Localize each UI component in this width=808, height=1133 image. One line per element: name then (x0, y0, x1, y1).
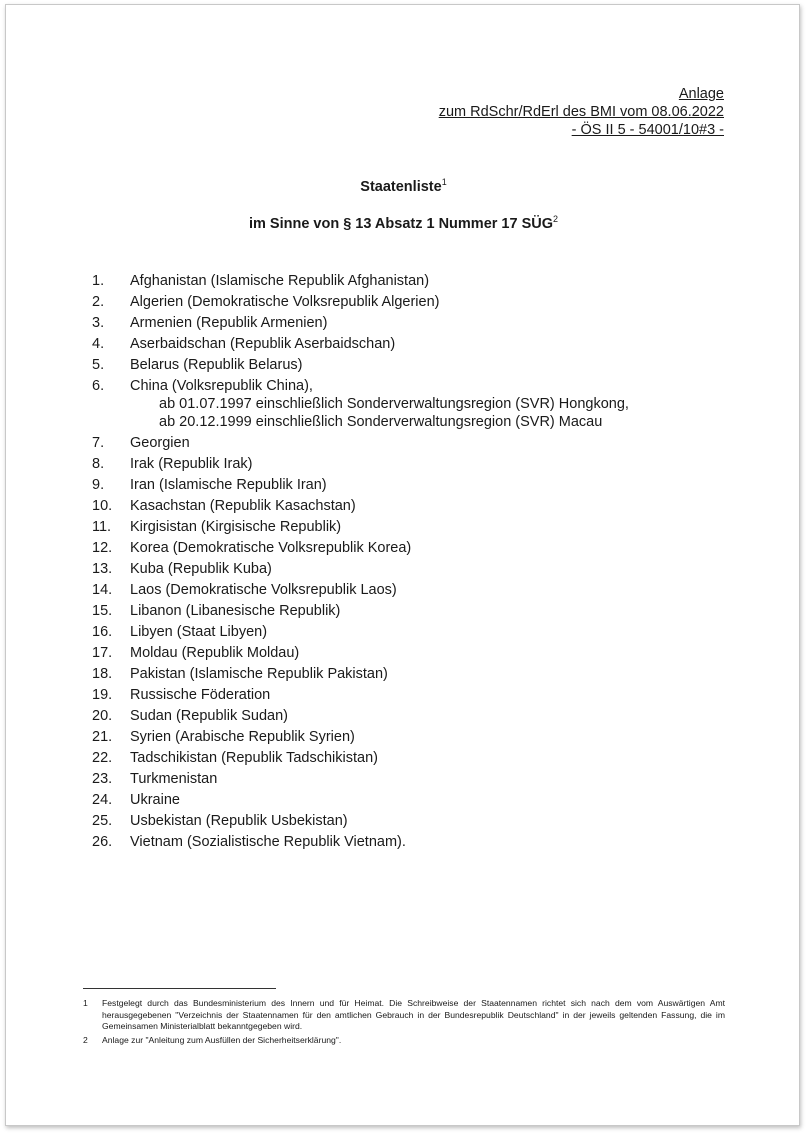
list-item-number: 23. (92, 771, 113, 787)
list-item (92, 664, 629, 685)
list-item-subline: ab 01.07.1997 einschließlich Sonderverwaltungsregion (SVR) Hongkong, (159, 396, 629, 412)
list-item-number: 9. (92, 477, 105, 493)
list-item (92, 580, 629, 601)
list-item-number: 8. (92, 456, 105, 472)
list-item-number: 5. (92, 357, 105, 373)
list-item (92, 706, 629, 727)
reference-circular: zum RdSchr/RdErl des BMI vom 08.06.2022 (438, 104, 724, 120)
list-item (92, 313, 629, 334)
list-item (92, 376, 629, 397)
list-item-text: Pakistan (Islamische Republik Pakistan) (130, 666, 388, 682)
list-item (92, 748, 629, 769)
list-item-text: Algerien (Demokratische Volksrepublik Algerien) (130, 294, 440, 310)
list-item-number: 1. (92, 273, 105, 289)
list-item-number: 22. (92, 750, 113, 766)
subtitle-text: im Sinne von § 13 Absatz 1 Nummer 17 SÜG (248, 216, 554, 232)
footnote-text: Festgelegt durch das Bundesministerium des Innern und für Heimat. Die Schreibweise der Staatennamen richtet sich nach dem vom Auswärtigen Amt herausgegebenen "Verzeichnis der Staatennamen für den amtlichen Gebrauch in der Bundesrepublik Deutschland" in der jeweils geltenden Fassung, die im Gemeinsamen Ministerialblatt bekanntgegeben wird. (102, 998, 725, 1031)
list-item (92, 475, 629, 496)
list-item (92, 622, 629, 643)
list-item-text: Sudan (Republik Sudan) (130, 708, 288, 724)
title-text: Staatenliste (360, 179, 442, 195)
list-item-text: Syrien (Arabische Republik Syrien) (130, 729, 355, 745)
list-item (92, 334, 629, 355)
list-item-number: 13. (92, 561, 113, 577)
list-item-text: Moldau (Republik Moldau) (130, 645, 300, 661)
list-item-number: 11. (92, 519, 112, 535)
list-item-text: Korea (Demokratische Volksrepublik Korea) (130, 540, 412, 556)
list-item-text: Afghanistan (Islamische Republik Afghanistan) (130, 273, 430, 289)
title-footnote-ref[interactable]: 1 (441, 177, 447, 188)
list-item-text: Irak (Republik Irak) (130, 456, 253, 472)
list-item (92, 496, 629, 517)
list-item-number: 19. (92, 687, 113, 703)
list-item (92, 271, 629, 292)
list-item (92, 538, 629, 559)
list-item (92, 832, 629, 853)
list-item-number: 12. (92, 540, 113, 556)
list-item-number: 24. (92, 792, 113, 808)
list-item-number: 20. (92, 708, 113, 724)
list-item-number: 16. (92, 624, 113, 640)
list-item-text: Armenien (Republik Armenien) (130, 315, 328, 331)
list-item-text: Aserbaidschan (Republik Aserbaidschan) (130, 336, 396, 352)
list-item-text: Kirgisistan (Kirgisische Republik) (130, 519, 342, 535)
list-item-text: Usbekistan (Republik Usbekistan) (130, 813, 348, 829)
list-item (92, 454, 629, 475)
list-item-text: Kuba (Republik Kuba) (130, 561, 272, 577)
footnote (83, 998, 725, 1033)
list-item (92, 643, 629, 664)
list-item-number: 21. (92, 729, 113, 745)
list-item (92, 601, 629, 622)
reference-file-number: - ÖS II 5 - 54001/10#3 - (571, 122, 724, 138)
list-item-number: 25. (92, 813, 113, 829)
list-item-text: Georgien (130, 435, 190, 451)
list-item-text: Vietnam (Sozialistische Republik Vietnam). (130, 834, 406, 850)
footnote (83, 1035, 725, 1047)
footnote-number: 2 (83, 1034, 88, 1045)
footnote-text: Anlage zur "Anleitung zum Ausfüllen der Sicherheitserklärung". (102, 1034, 342, 1045)
list-item-number: 6. (92, 378, 105, 394)
list-item-number: 10. (92, 498, 113, 514)
list-item-text: Libyen (Staat Libyen) (130, 624, 268, 640)
list-item (92, 433, 629, 454)
list-item (92, 292, 629, 313)
footnote-number: 1 (83, 998, 88, 1008)
footnotes (83, 998, 725, 1048)
list-item-text: Russische Föderation (130, 687, 271, 703)
list-item-number: 17. (92, 645, 113, 661)
list-item-number: 7. (92, 435, 105, 451)
list-item-text: Ukraine (130, 792, 180, 808)
list-item-text: Libanon (Libanesische Republik) (130, 603, 341, 619)
list-item-details (92, 395, 629, 431)
list-item-text: Belarus (Republik Belarus) (130, 357, 303, 373)
document-title (6, 179, 801, 195)
list-item-number: 2. (92, 294, 105, 310)
list-item-text: Tadschikistan (Republik Tadschikistan) (130, 750, 378, 766)
list-item-subline: ab 20.12.1999 einschließlich Sonderverwaltungsregion (SVR) Macau (159, 414, 603, 430)
footnote-divider (83, 988, 276, 989)
list-item-number: 4. (92, 336, 105, 352)
list-item-text: China (Volksrepublik China), (130, 378, 313, 394)
document-page (5, 4, 800, 1126)
list-item-number: 26. (92, 834, 113, 850)
list-item-number: 14. (92, 582, 113, 598)
list-item-number: 3. (92, 315, 105, 331)
list-item-number: 18. (92, 666, 113, 682)
list-item-text: Laos (Demokratische Volksrepublik Laos) (130, 582, 397, 598)
list-item (92, 685, 629, 706)
country-list (92, 271, 629, 853)
reference-block (439, 85, 724, 139)
list-item-text: Turkmenistan (130, 771, 218, 787)
list-item (92, 727, 629, 748)
reference-annex: Anlage (678, 86, 724, 102)
list-item (92, 769, 629, 790)
document-subtitle (6, 216, 801, 232)
list-item (92, 790, 629, 811)
list-item (92, 559, 629, 580)
list-item (92, 811, 629, 832)
list-item (92, 355, 629, 376)
list-item (92, 517, 629, 538)
list-item-text: Iran (Islamische Republik Iran) (130, 477, 327, 493)
list-item-number: 15. (92, 603, 113, 619)
list-item-text: Kasachstan (Republik Kasachstan) (130, 498, 356, 514)
subtitle-footnote-ref[interactable]: 2 (553, 214, 559, 225)
